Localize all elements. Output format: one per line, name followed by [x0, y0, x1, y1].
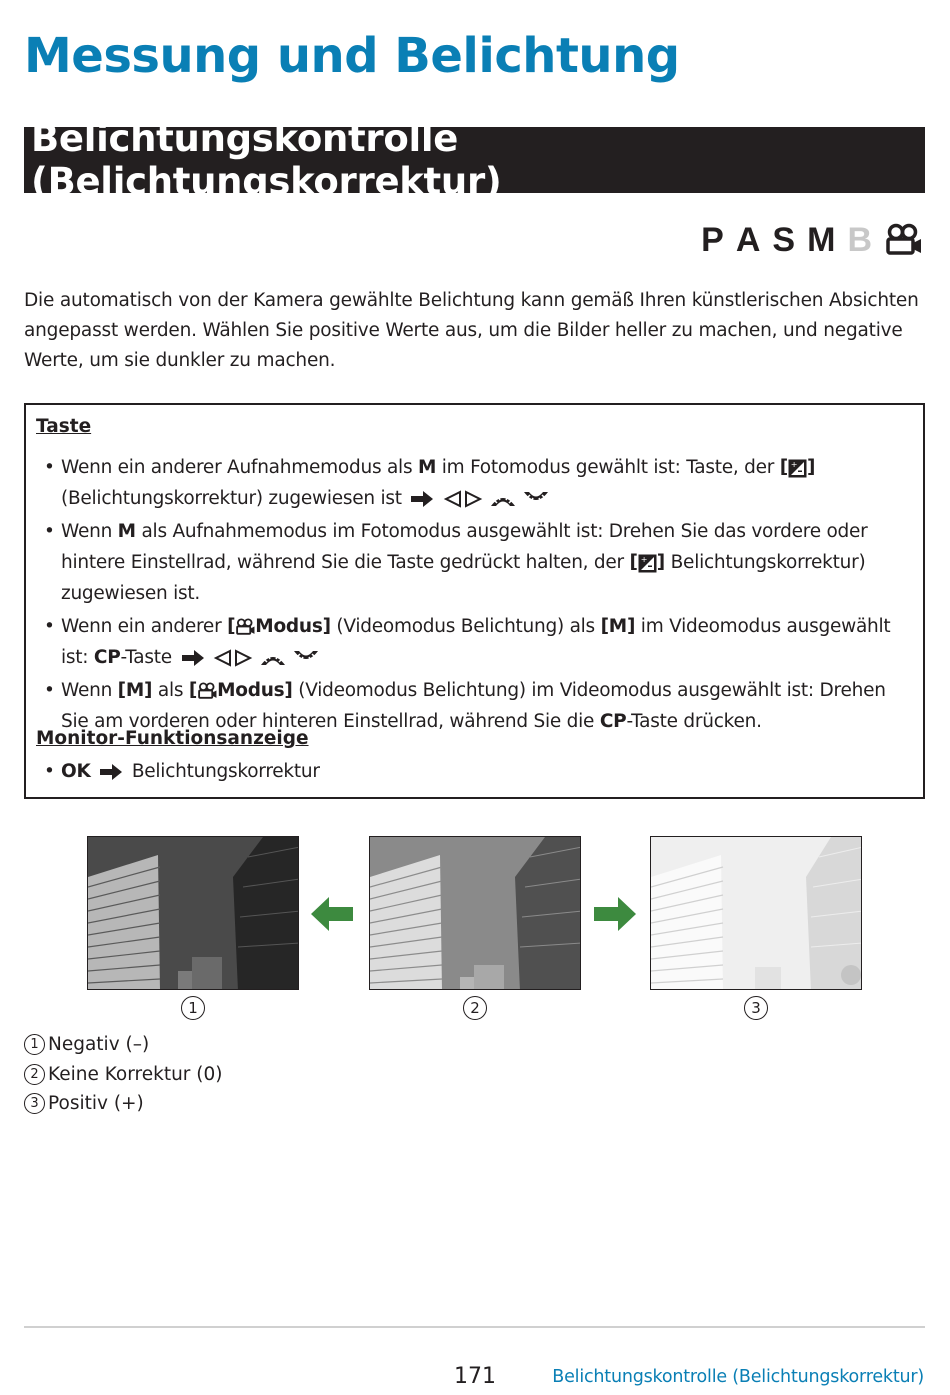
page-number: 171: [454, 1364, 496, 1389]
rear-dial-icon: [522, 490, 550, 508]
list-item: • Wenn ein anderer [ Modus] (Videomodus Belichtung) als [M] im Videomodus ausgewählt ist: CP-Taste: [36, 611, 915, 673]
figure-number-1: 1: [181, 996, 205, 1020]
photo-positive: [650, 836, 862, 990]
taste-list: [36, 452, 915, 739]
arrow-pad-left-right-icon: [443, 490, 483, 508]
legend-item: 2 Keine Korrektur (0): [24, 1060, 223, 1090]
mode-p: P: [701, 220, 724, 259]
rear-dial-icon: [292, 649, 320, 667]
arrow-right-icon: [411, 491, 433, 507]
svg-text:+: +: [790, 459, 798, 469]
figure-legend: [24, 1030, 223, 1119]
footer-section-link[interactable]: Belichtungskontrolle (Belichtungskorrektur): [552, 1367, 924, 1387]
legend-item: 3 Positiv (+): [24, 1089, 223, 1119]
arrow-right-icon: [100, 764, 122, 780]
mode-b: B: [847, 220, 872, 259]
figure-number-3: 3: [744, 996, 768, 1020]
monitor-heading: Monitor-Funktionsanzeige: [36, 728, 309, 749]
photo-negative: [87, 836, 299, 990]
mode-m: M: [807, 220, 836, 259]
movie-camera-icon: [884, 223, 922, 257]
arrow-right-green-icon: [594, 897, 636, 931]
monitor-list: [36, 756, 915, 789]
arrow-left-icon: [311, 897, 353, 931]
list-item: • Wenn ein anderer Aufnahmemodus als M im Fotomodus gewählt ist: Taste, der [ + ] (Belichtungskorrektur) zugewiesen ist: [36, 452, 915, 514]
photo-no-correction: [369, 836, 581, 990]
list-item: • Wenn M als Aufnahmemodus im Fotomodus ausgewählt ist: Drehen Sie das vordere oder hintere Einstellrad, während Sie die Taste gedrückt halten, der [ + ] Belichtungskorrektur) zugewiesen ist.: [36, 516, 915, 609]
mode-s: S: [772, 220, 796, 259]
section-title: Belichtungskontrolle (Belichtungskorrektur): [31, 117, 502, 203]
figure-number-2: 2: [463, 996, 487, 1020]
taste-heading: Taste: [36, 416, 92, 437]
front-dial-icon: [489, 490, 517, 508]
movie-camera-icon: [235, 618, 255, 636]
exposure-compensation-icon: [638, 554, 657, 573]
exposure-compensation-icon: [788, 459, 807, 478]
movie-camera-icon: [197, 682, 217, 700]
list-item: • Wenn [M] als [ Modus] (Videomodus Belichtung) im Videomodus ausgewählt ist: Drehen Sie am vorderen oder hinteren Einstellrad, während Sie die CP-Taste drücken.: [36, 675, 915, 737]
shooting-modes: [701, 220, 922, 260]
intro-text: Die automatisch von der Kamera gewählte Belichtung kann gemäß Ihren künstlerischen Absichten angepasst werden. Wählen Sie positive Werte aus, um die Bilder heller zu machen, und negative Werte, um sie dunkler zu machen.: [24, 290, 919, 371]
arrow-right-icon: [182, 650, 204, 666]
footer-divider: [24, 1326, 925, 1328]
section-title-bar: [24, 117, 925, 203]
list-item: • OK Belichtungskorrektur: [36, 756, 915, 787]
chapter-title: Messung und Belichtung: [24, 28, 680, 84]
svg-text:+: +: [640, 554, 647, 564]
legend-item: 1 Negativ (–): [24, 1030, 223, 1060]
mode-a: A: [735, 220, 761, 259]
arrow-pad-left-right-icon: [213, 649, 253, 667]
operation-box: [24, 403, 925, 799]
front-dial-icon: [259, 649, 287, 667]
